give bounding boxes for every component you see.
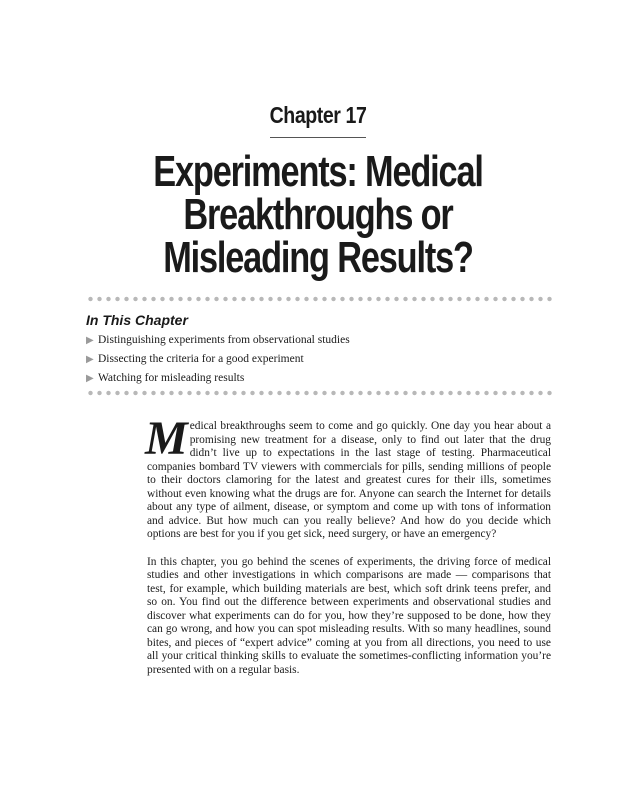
chapter-topics-list [86,331,350,388]
triangle-bullet-icon: ▶ [86,373,94,384]
triangle-bullet-icon: ▶ [86,354,94,365]
list-item-text: Distinguishing experiments from observational studies [98,334,350,346]
in-this-chapter-heading: In This Chapter [86,312,188,328]
dotted-divider-bottom [86,390,554,396]
chapter-title-line: Misleading Results? [163,233,473,282]
body-text [145,412,551,691]
chapter-title-line: Breakthroughs or [183,190,453,239]
list-item [86,369,350,388]
list-item [86,350,350,369]
drop-cap: M [145,412,188,465]
chapter-label: Chapter 17 [269,102,367,128]
chapter-title-line: Experiments: Medical [153,147,483,196]
intro-paragraph [145,412,551,542]
dotted-divider-top [86,296,554,302]
intro-paragraph-text: edical breakthroughs seem to come and go quickly. One day you hear about a promising new treatment for a disease, only to find out later that the drug didn’t live up to expectations in the last stage of testing. Pharmaceutical companies bombard TV viewers with commercials for pills, sending millions of people to their doctors clamoring for the latest and greatest cures for their ills, sometimes without even knowing what the drugs are for. Anyone can search the Internet for details about any type of ailment, disease, or symptom and come up with tons of information and advice. But how much can you really believe? And how do you decide which options are best for you if you get sick, need surgery, or have an emergency? [147,420,551,540]
list-item-text: Dissecting the criteria for a good experiment [98,353,304,365]
list-item [86,331,350,350]
list-item-text: Watching for misleading results [98,372,245,384]
second-paragraph: In this chapter, you go behind the scenes of experiments, the driving force of medical studies and other investigations in which comparisons are made — comparisons that test, for example, which building materials are best, which soft drink teens prefer, and so on. You find out the difference between experiments and observational studies and discover what experiments can do for you, how they’re supposed to be done, how they can go wrong, and how you can spot misleading results. With so many headlines, sound bites, and pieces of “expert advice” coming at you from all directions, you need to use all your critical thinking skills to evaluate the sometimes-conflicting information you’re presented with on a regular basis. [147,555,551,676]
triangle-bullet-icon: ▶ [86,335,94,346]
chapter-rule [270,137,366,138]
chapter-title [0,147,636,282]
